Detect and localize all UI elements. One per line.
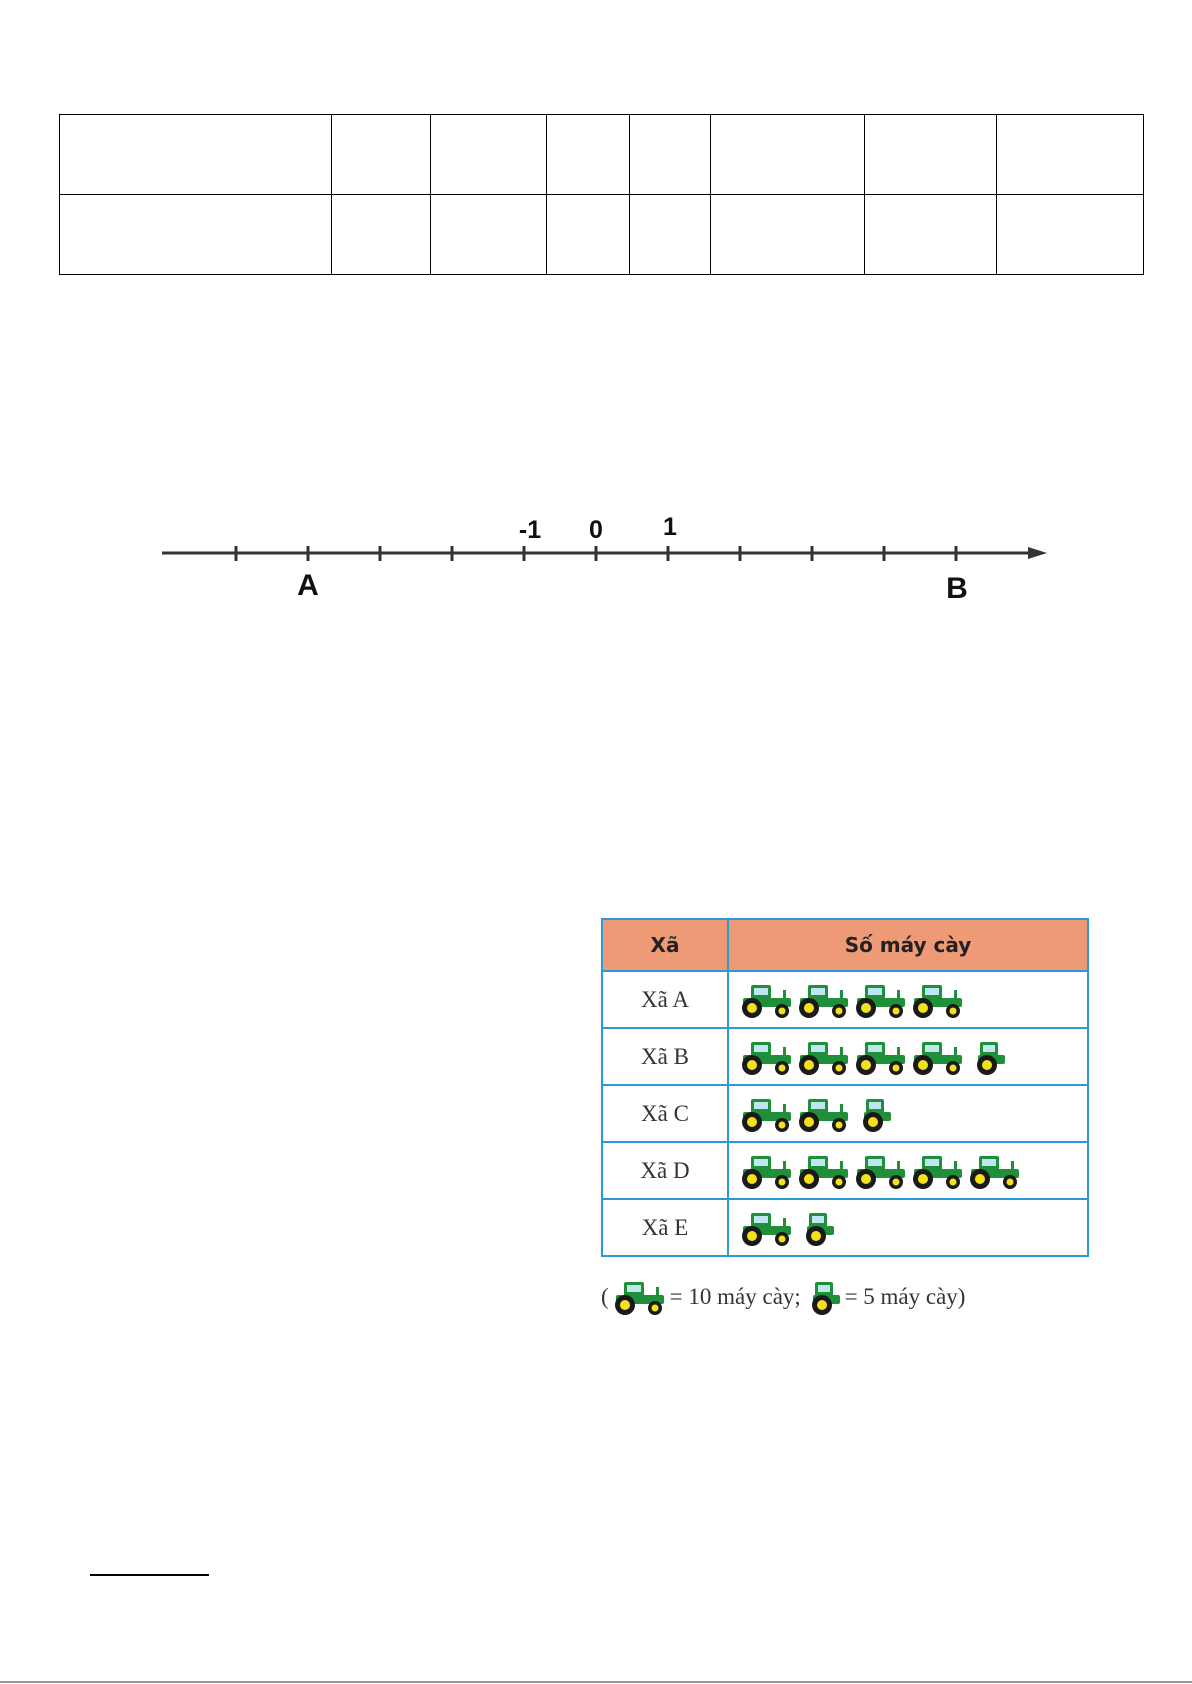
table-row bbox=[602, 971, 1088, 1028]
full-tractor-icon bbox=[796, 1038, 851, 1076]
number-line-arrow bbox=[1028, 547, 1047, 559]
full-tractor-icon bbox=[796, 1152, 851, 1190]
table-row bbox=[60, 195, 1144, 275]
table-cell bbox=[332, 195, 431, 275]
table-cell bbox=[630, 195, 711, 275]
tractor-icons bbox=[728, 1142, 1088, 1199]
full-tractor-icon bbox=[739, 1152, 794, 1190]
commune-name: Xã E bbox=[602, 1199, 728, 1256]
full-tractor-icon bbox=[612, 1278, 667, 1316]
full-tractor-icon bbox=[910, 981, 965, 1019]
tick-label-one: 1 bbox=[663, 513, 677, 541]
table-cell bbox=[711, 195, 865, 275]
table-cell bbox=[431, 115, 547, 195]
legend-half-text: = 5 máy cày) bbox=[844, 1284, 966, 1309]
commune-name: Xã D bbox=[602, 1142, 728, 1199]
tractor-icons bbox=[728, 1199, 1088, 1256]
full-tractor-icon bbox=[796, 981, 851, 1019]
pictograph-table bbox=[601, 918, 1089, 1257]
table-cell bbox=[431, 195, 547, 275]
half-tractor-icon bbox=[804, 1209, 836, 1247]
number-line bbox=[150, 505, 1050, 615]
point-a-label: A bbox=[297, 569, 319, 602]
table-cell bbox=[60, 195, 332, 275]
legend-full-text: = 10 máy cày; bbox=[669, 1284, 801, 1309]
half-tractor-icon bbox=[975, 1038, 1007, 1076]
table-cell bbox=[997, 195, 1144, 275]
full-tractor-icon bbox=[739, 981, 794, 1019]
half-tractor-icon bbox=[810, 1278, 842, 1316]
blank-table bbox=[59, 114, 1144, 275]
page-bottom-rule bbox=[0, 1681, 1192, 1683]
half-tractor-icon bbox=[861, 1095, 893, 1133]
tick-label-zero: 0 bbox=[589, 516, 603, 544]
table-row bbox=[602, 1028, 1088, 1085]
header-tractor-count: Số máy cày bbox=[728, 919, 1088, 971]
table-cell bbox=[547, 195, 630, 275]
table-cell bbox=[630, 115, 711, 195]
full-tractor-icon bbox=[967, 1152, 1022, 1190]
table-row bbox=[602, 1142, 1088, 1199]
tractor-icons bbox=[728, 971, 1088, 1028]
header-commune: Xã bbox=[602, 919, 728, 971]
full-tractor-icon bbox=[910, 1152, 965, 1190]
tractor-icons bbox=[728, 1085, 1088, 1142]
table-row bbox=[602, 1199, 1088, 1256]
full-tractor-icon bbox=[853, 1038, 908, 1076]
pictograph-header-row bbox=[602, 919, 1088, 971]
table-row bbox=[60, 115, 1144, 195]
table-cell bbox=[332, 115, 431, 195]
tick-label-minus-one: -1 bbox=[518, 516, 542, 544]
footer-underline bbox=[90, 1574, 209, 1576]
table-cell bbox=[711, 115, 865, 195]
full-tractor-icon bbox=[739, 1038, 794, 1076]
full-tractor-icon bbox=[739, 1209, 794, 1247]
table-cell bbox=[60, 115, 332, 195]
commune-name: Xã B bbox=[602, 1028, 728, 1085]
full-tractor-icon bbox=[796, 1095, 851, 1133]
legend-open-paren: ( bbox=[601, 1284, 609, 1309]
full-tractor-icon bbox=[853, 981, 908, 1019]
table-cell bbox=[865, 115, 997, 195]
point-b-label: B bbox=[946, 572, 968, 605]
full-tractor-icon bbox=[853, 1152, 908, 1190]
tractor-icons bbox=[728, 1028, 1088, 1085]
commune-name: Xã C bbox=[602, 1085, 728, 1142]
table-cell bbox=[997, 115, 1144, 195]
table-cell bbox=[547, 115, 630, 195]
table-row bbox=[602, 1085, 1088, 1142]
full-tractor-icon bbox=[739, 1095, 794, 1133]
commune-name: Xã A bbox=[602, 971, 728, 1028]
full-tractor-icon bbox=[910, 1038, 965, 1076]
pictograph-legend bbox=[601, 1278, 1081, 1318]
table-cell bbox=[865, 195, 997, 275]
